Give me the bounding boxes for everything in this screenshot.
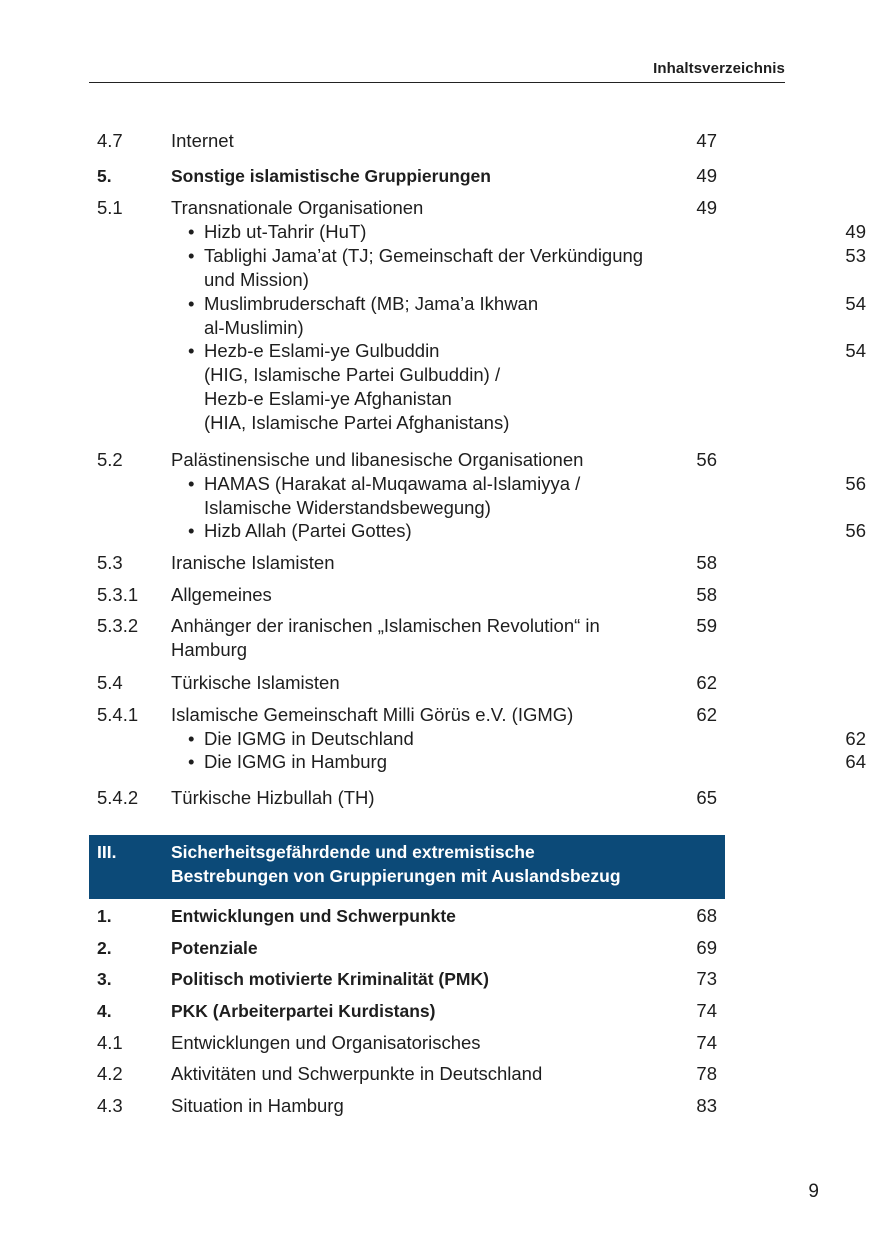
toc-subentry-igmg-hamburg[interactable] bbox=[188, 750, 866, 774]
toc-subentry-page: 62 bbox=[845, 728, 866, 749]
toc-entry-title: Internet bbox=[171, 130, 234, 151]
bullet-icon: • bbox=[188, 751, 195, 772]
toc-entry-number: 5. bbox=[97, 166, 112, 186]
toc-entry-title: Potenziale bbox=[171, 938, 258, 958]
toc-entry-page: 69 bbox=[696, 937, 717, 958]
toc-entry-number: 5.4.2 bbox=[97, 787, 139, 808]
toc-entry-title: Politisch motivierte Kriminalität (PMK) bbox=[171, 969, 489, 989]
toc-entry-page: 58 bbox=[696, 552, 717, 573]
toc-entry-title: Entwicklungen und Organisatorisches bbox=[171, 1032, 481, 1053]
bullet-icon: • bbox=[188, 245, 195, 266]
toc-entry-title: Türkische Hizbullah (TH) bbox=[171, 787, 375, 808]
toc-entry-page: 58 bbox=[696, 584, 717, 605]
page-number: 9 bbox=[808, 1181, 819, 1202]
toc-entry-number: 5.3.1 bbox=[97, 584, 139, 605]
toc-entry-page: 59 bbox=[696, 615, 717, 636]
toc-subentry-title-line: Hezb-e Eslami-ye Afghanistan bbox=[204, 388, 452, 409]
toc-entry-title: Palästinensische und libanesische Organisationen bbox=[171, 449, 584, 470]
toc-entry-number: 4.7 bbox=[97, 130, 123, 151]
toc-subentry-igmg-deutschland[interactable] bbox=[188, 727, 866, 751]
toc-subentry-page: 54 bbox=[845, 293, 866, 314]
bullet-icon: • bbox=[188, 221, 195, 242]
toc-entry-number: 5.4.1 bbox=[97, 704, 139, 725]
running-header-title: Inhaltsverzeichnis bbox=[653, 60, 785, 77]
toc-entry-page: 74 bbox=[696, 1032, 717, 1053]
toc-entry-title: Situation in Hamburg bbox=[171, 1095, 344, 1116]
toc-entry-number: 5.4 bbox=[97, 672, 123, 693]
toc-subentry-tj[interactable] bbox=[188, 244, 866, 292]
toc-entry-page: 68 bbox=[696, 905, 717, 926]
toc-entry-title: Allgemeines bbox=[171, 584, 272, 605]
toc-subentry-page: 49 bbox=[845, 221, 866, 242]
section-title-line: Bestrebungen von Gruppierungen mit Auslandsbezug bbox=[171, 866, 621, 886]
toc-entry-page: 65 bbox=[696, 787, 717, 808]
toc-subentry-title-line: Islamische Widerstandsbewegung) bbox=[204, 497, 491, 518]
toc-entry-title: PKK (Arbeiterpartei Kurdistans) bbox=[171, 1001, 436, 1021]
toc-subentry-title-line: und Mission) bbox=[204, 269, 309, 290]
section-title-line: Sicherheitsgefährdende und extremistische bbox=[171, 842, 535, 862]
toc-entry-number: 3. bbox=[97, 969, 112, 989]
toc-entry-page: 78 bbox=[696, 1063, 717, 1084]
section-title bbox=[171, 840, 711, 888]
toc-entry-page: 47 bbox=[696, 130, 717, 151]
bullet-icon: • bbox=[188, 728, 195, 749]
toc-entry-page: 49 bbox=[696, 197, 717, 218]
section-heading-banner[interactable] bbox=[89, 835, 725, 899]
bullet-icon: • bbox=[188, 473, 195, 494]
toc-subentry-title: Hizb Allah (Partei Gottes) bbox=[204, 520, 412, 541]
toc-entry-number: 5.3 bbox=[97, 552, 123, 573]
toc-entry-title-line: Hamburg bbox=[171, 639, 248, 660]
toc-subentry-page: 56 bbox=[845, 473, 866, 494]
toc-subentry-mb[interactable] bbox=[188, 292, 866, 340]
toc-entry-page: 83 bbox=[696, 1095, 717, 1116]
toc-entry-number: 5.1 bbox=[97, 197, 123, 218]
toc-subentry-page: 53 bbox=[845, 245, 866, 266]
toc-entry-page: 74 bbox=[696, 1000, 717, 1021]
toc-subentry-title: Hizb ut-Tahrir (HuT) bbox=[204, 221, 367, 242]
toc-subentry-hig[interactable] bbox=[188, 339, 866, 435]
toc-entry-page: 49 bbox=[696, 165, 717, 186]
toc-entry-page: 62 bbox=[696, 672, 717, 693]
toc-subentry-title-line: HAMAS (Harakat al-Muqawama al-Islamiyya / bbox=[204, 473, 581, 494]
toc-subentry-title: Die IGMG in Hamburg bbox=[204, 751, 387, 772]
toc-entry-number: 5.3.2 bbox=[97, 615, 139, 636]
toc-entry-page: 56 bbox=[696, 449, 717, 470]
bullet-icon: • bbox=[188, 340, 195, 361]
toc-entry-title: Entwicklungen und Schwerpunkte bbox=[171, 906, 456, 926]
toc-entry-title: Türkische Islamisten bbox=[171, 672, 340, 693]
toc-subentry-page: 64 bbox=[845, 751, 866, 772]
toc-subentry-hut[interactable] bbox=[188, 220, 866, 244]
toc-subentry-page: 56 bbox=[845, 520, 866, 541]
toc-subentry-hamas[interactable] bbox=[188, 472, 866, 520]
toc-entry-page: 73 bbox=[696, 968, 717, 989]
toc-entry-number: 5.2 bbox=[97, 449, 123, 470]
toc-entry-title: Transnationale Organisationen bbox=[171, 197, 424, 218]
section-number: III. bbox=[97, 842, 117, 862]
toc-subentry-title-line: Tablighi Jama’at (TJ; Gemeinschaft der Verkündigung bbox=[204, 245, 644, 266]
toc-subentry-title-line: Hezb-e Eslami-ye Gulbuddin bbox=[204, 340, 440, 361]
toc-subentry-title-line: (HIA, Islamische Partei Afghanistans) bbox=[204, 412, 510, 433]
toc-entry-title: Aktivitäten und Schwerpunkte in Deutschland bbox=[171, 1063, 543, 1084]
toc-subentry-title-line: al-Muslimin) bbox=[204, 317, 304, 338]
toc-entry-page: 62 bbox=[696, 704, 717, 725]
toc-entry-number: 2. bbox=[97, 938, 112, 958]
toc-entry-title: Islamische Gemeinschaft Milli Görüs e.V. (IGMG) bbox=[171, 704, 574, 725]
toc-entry-number: 4.3 bbox=[97, 1095, 123, 1116]
toc-entry-title: Iranische Islamisten bbox=[171, 552, 335, 573]
toc-subentry-hizb-allah[interactable] bbox=[188, 519, 866, 543]
toc-subentry-page: 54 bbox=[845, 340, 866, 361]
toc-entry-number: 1. bbox=[97, 906, 112, 926]
toc-entry-title-line: Anhänger der iranischen „Islamischen Revolution“ in bbox=[171, 615, 600, 636]
bullet-icon: • bbox=[188, 520, 195, 541]
toc-subentry-title-line: Muslimbruderschaft (MB; Jama’a Ikhwan bbox=[204, 293, 539, 314]
toc-subentry-title: Die IGMG in Deutschland bbox=[204, 728, 414, 749]
toc-entry-title: Sonstige islamistische Gruppierungen bbox=[171, 166, 491, 186]
toc-entry-number: 4.2 bbox=[97, 1063, 123, 1084]
toc-subentry-title-line: (HIG, Islamische Partei Gulbuddin) / bbox=[204, 364, 501, 385]
header-divider bbox=[89, 82, 785, 83]
bullet-icon: • bbox=[188, 293, 195, 314]
toc-entry-number: 4. bbox=[97, 1001, 112, 1021]
toc-entry-number: 4.1 bbox=[97, 1032, 123, 1053]
